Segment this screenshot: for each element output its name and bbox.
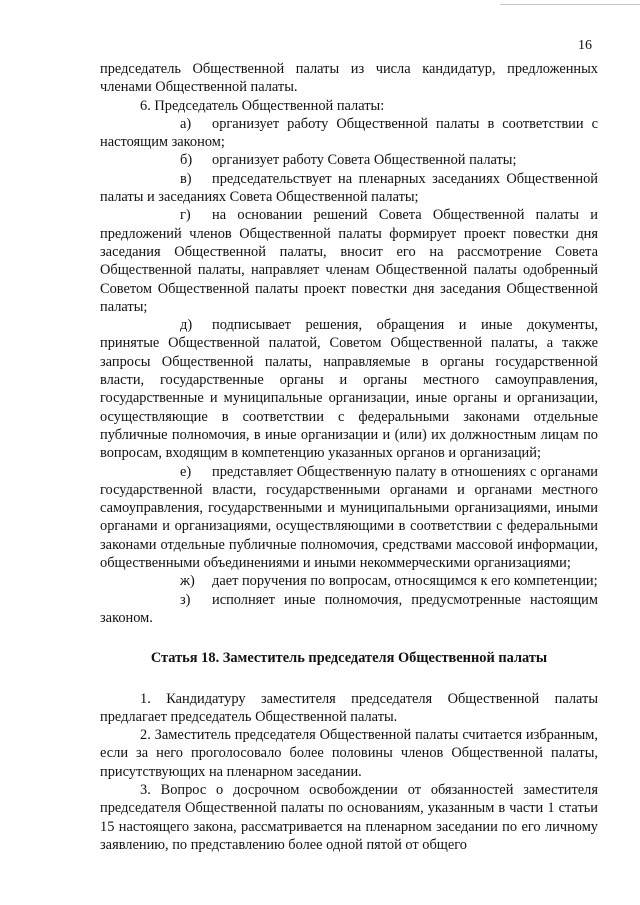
list-item-text: дает поручения по вопросам, относящимся к его компетенции; [212, 573, 598, 590]
list-item-label: а) [180, 115, 192, 132]
paragraphs-before-heading [100, 60, 598, 627]
paragraph: председатель Общественной палаты из числа кандидатур, предложенных членами Общественной палаты. [100, 61, 598, 96]
list-item-label: г) [180, 207, 191, 224]
document-body [100, 60, 598, 854]
list-item-label: е) [180, 463, 192, 480]
paragraphs-after-heading [100, 690, 598, 855]
list-item-label: ж) [180, 573, 195, 590]
list-item [100, 170, 598, 207]
list-item [100, 316, 598, 462]
list-item-text: председательствует на пленарных заседаниях Общественной палаты и заседаниях Совета Общественной палаты; [100, 170, 598, 206]
list-item [100, 206, 598, 316]
list-item [100, 463, 598, 573]
list-item-label: в) [180, 170, 192, 187]
list-item-label: б) [180, 152, 193, 169]
paragraph: 3. Вопрос о досрочном освобождении от обязанностей заместителя председателя Общественной палаты по основаниям, указанным в части 1 статьи 15 настоящего закона, рассматривается на пленарном заседании по его личному заявлению, по представлению более одной пятой от общего [100, 781, 598, 853]
paragraph: 6. Председатель Общественной палаты: [140, 97, 385, 114]
list-item-label: д) [180, 317, 193, 334]
article-heading: Статья 18. Заместитель председателя Общественной палаты [150, 650, 548, 667]
list-item-text: на основании решений Совета Общественной палаты и предложений членов Общественной палаты формирует проект повестки дня заседания Общественной палаты, вносит его на рассмотрение Совета Общественной палаты, направляет членам Общественной палаты одобренный Советом Общественной палаты проект повестки дня заседания Общественной палаты; [100, 207, 598, 315]
list-item [100, 151, 598, 169]
list-item-text: организует работу Совета Общественной палаты; [212, 152, 517, 169]
list-item-text: представляет Общественную палату в отношениях с органами государственной власти, государственными органами и органами местного самоуправления, государственными и муниципальными организациями, иными органами и организациями, осуществляющими в соответствии с федеральными законами отдельные публичные полномочия, средствами массовой информации, общественными объединениями и иными некоммерческими организациями; [100, 463, 598, 572]
paragraph: 2. Заместитель председателя Общественной палаты считается избранным, если за него проголосовало более половины членов Общественной палаты, присутствующих на пленарном заседании. [100, 727, 598, 780]
list-item [100, 591, 598, 628]
list-item-text: организует работу Общественной палаты в соответствии с настоящим законом; [100, 115, 598, 151]
page-number: 16 [578, 38, 592, 53]
list-item-text: подписывает решения, обращения и иные документы, принятые Общественной палатой, Советом Общественной палаты, а также запросы Общественной палаты, направляемые в органы государственной власти, государственные органы и органы местного самоуправления, государственные и муниципальные организации, иные органы и организации, осуществляющие в соответствии с федеральными законами отдельные публичные полномочия, в иные организации и (или) их должностным лицам по вопросам, входящим в компетенцию указанных органов и организаций; [100, 317, 598, 462]
scan-edge-line [500, 4, 640, 5]
list-item [100, 572, 598, 590]
list-item-text: исполняет иные полномочия, предусмотренные настоящим законом. [100, 591, 598, 626]
paragraph: 1. Кандидатуру заместителя председателя Общественной палаты предлагает председатель Общественной палаты. [100, 690, 598, 725]
list-item [100, 115, 598, 152]
list-item-label: з) [180, 591, 191, 608]
